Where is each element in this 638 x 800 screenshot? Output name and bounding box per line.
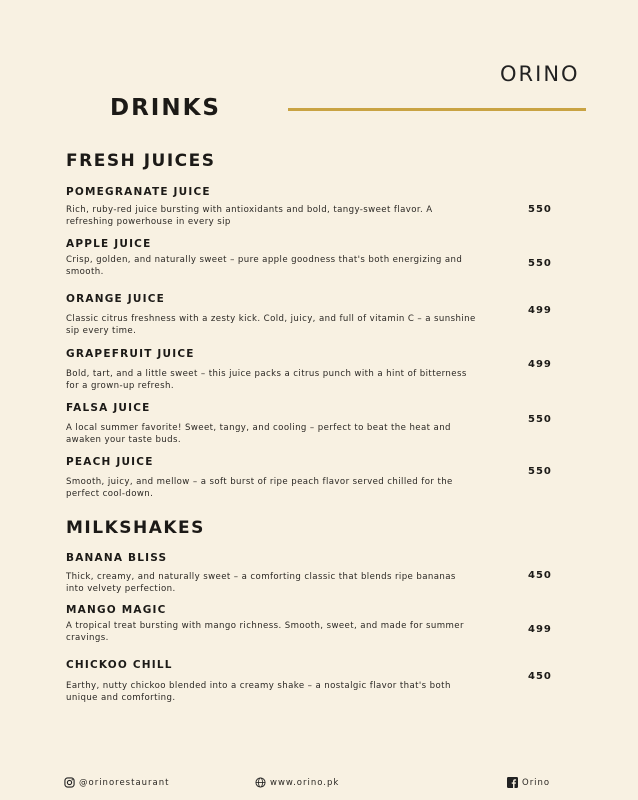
title-divider (288, 108, 586, 111)
menu-item-price: 450 (528, 570, 552, 581)
menu-item-price: 550 (528, 204, 552, 215)
footer-instagram[interactable] (64, 777, 169, 788)
menu-item-name: ORANGE JUICE (66, 293, 165, 305)
menu-item-name: FALSA JUICE (66, 402, 151, 414)
menu-item-description: A tropical treat bursting with mango richness. Smooth, sweet, and made for summer cravings. (66, 621, 464, 643)
globe-icon (255, 777, 266, 788)
instagram-icon (64, 777, 75, 788)
menu-item-price: 499 (528, 359, 552, 370)
menu-item-name: CHICKOO CHILL (66, 659, 173, 671)
menu-item-description: Thick, creamy, and naturally sweet – a comforting classic that blends ripe bananas into velvety perfection. (66, 572, 456, 594)
menu-item-name: GRAPEFRUIT JUICE (66, 348, 195, 360)
menu-item-price: 499 (528, 624, 552, 635)
menu-item-price: 550 (528, 466, 552, 477)
menu-item-name: APPLE JUICE (66, 238, 152, 250)
menu-item-name: PEACH JUICE (66, 456, 154, 468)
brand-logo: ORINO (500, 62, 580, 86)
menu-item-price: 550 (528, 414, 552, 425)
menu-item-description: Crisp, golden, and naturally sweet – pure apple goodness that's both energizing and smooth. (66, 255, 463, 277)
menu-item-name: BANANA BLISS (66, 552, 168, 564)
menu-item-description: Smooth, juicy, and mellow – a soft burst of ripe peach flavor served chilled for the perfect cool-down. (66, 477, 453, 499)
facebook-icon (507, 777, 518, 788)
menu-item-price: 499 (528, 305, 552, 316)
menu-item-name: POMEGRANATE JUICE (66, 186, 211, 198)
menu-item-description: Earthy, nutty chickoo blended into a creamy shake – a nostalgic flavor that's both unique and comforting. (66, 681, 451, 703)
instagram-handle: @orinorestaurant (79, 777, 170, 788)
menu-item-price: 450 (528, 671, 552, 682)
section-title-fresh-juices: FRESH JUICES (66, 151, 216, 171)
facebook-page: Orino (522, 777, 551, 788)
menu-item-price: 550 (528, 258, 552, 269)
footer-facebook[interactable] (507, 777, 550, 788)
page-title: DRINKS (110, 95, 221, 121)
footer-website[interactable] (255, 777, 339, 788)
menu-item-description: Bold, tart, and a little sweet – this juice packs a citrus punch with a hint of bitterness for a grown-up refresh. (66, 369, 467, 391)
section-title-milkshakes: MILKSHAKES (66, 518, 205, 538)
menu-item-description: Rich, ruby-red juice bursting with antioxidants and bold, tangy-sweet flavor. A refreshing powerhouse in every sip (66, 205, 433, 227)
website-url: www.orino.pk (270, 777, 340, 788)
menu-item-name: MANGO MAGIC (66, 604, 167, 616)
menu-item-description: A local summer favorite! Sweet, tangy, and cooling – perfect to beat the heat and awaken your taste buds. (66, 423, 451, 445)
menu-item-description: Classic citrus freshness with a zesty kick. Cold, juicy, and full of vitamin C – a sunshine sip every time. (66, 314, 476, 336)
